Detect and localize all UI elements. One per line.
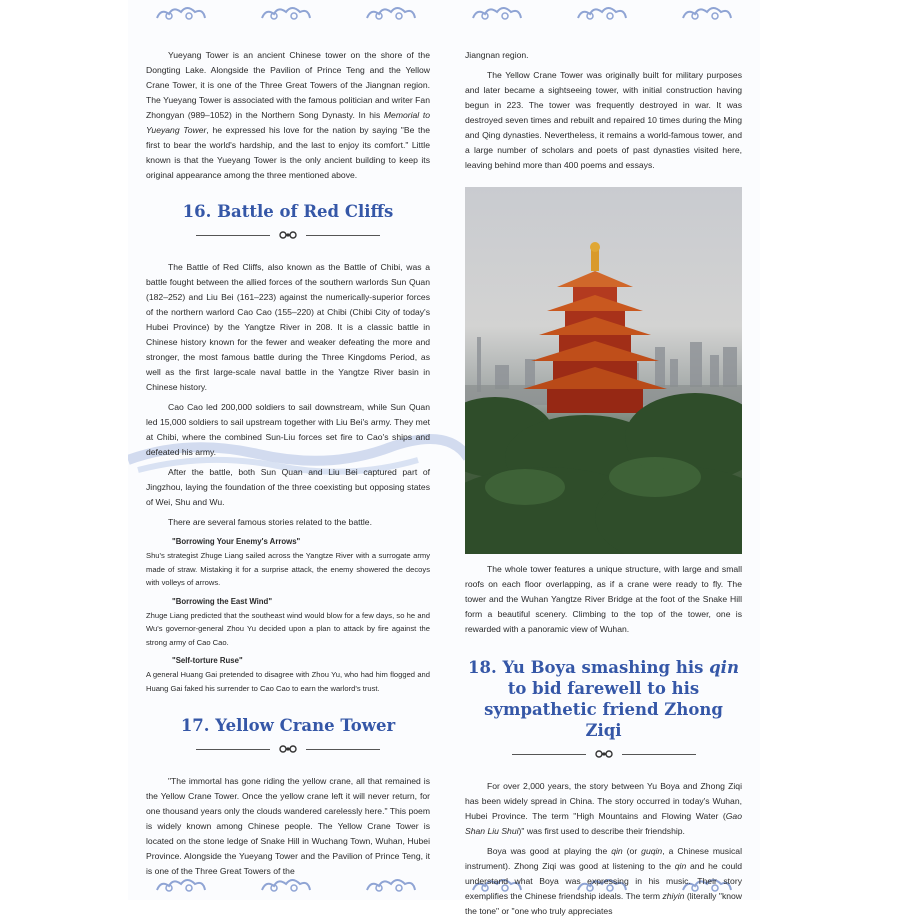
cloud-ornament-icon	[679, 4, 735, 24]
cloud-ornament-icon	[363, 876, 419, 896]
section-16-title: 16. Battle of Red Cliffs	[182, 202, 394, 221]
cloud-ornament-icon	[153, 876, 209, 896]
yellow-crane-tower-photo	[465, 187, 742, 554]
continued-paragraph: Jiangnan region.	[465, 50, 529, 60]
cloud-ornament-icon	[258, 876, 314, 896]
knot-divider-icon	[276, 230, 300, 240]
red-cliffs-paragraph-1: The Battle of Red Cliffs, also known as the Battle of Chibi, was a battle fought between the allied forces of the southern warlords Sun Quan (182–252) and Liu Bei (161–223) against the numerically-superior forces of the northern warlord Cao Cao (155–220) at Chibi (Chibi City of today's Hubei Province) by the Yangtze River in 208. It is a classic battle in Chinese history known for the fewer and weaker defeating the more and stronger, the most famous battle during the Three Kingdoms Period, as well as the first large-scale naval battle in the Yangtze River basin in Chinese history.	[146, 262, 430, 392]
section-divider	[146, 744, 430, 754]
cloud-ornament-icon	[363, 4, 419, 24]
knot-divider-icon	[276, 744, 300, 754]
yu-boya-paragraph-1: For over 2,000 years, the story between Yu Boya and Zhong Ziqi has been widely spread in China. The story occurred in today's Wuhan, Hubei Province. The term "High Mountains and Flowing Water (Gao Shan Liu Shui)" was first used to describe their friendship.	[465, 781, 742, 836]
right-column	[465, 48, 742, 919]
photo-caption: The whole tower features a unique structure, with large and small roofs on each floor overlapping, as if a crane were ready to fly. The tower and the Wuhan Yangtze River Bridge at the foot of the Snake Hill form a beautiful scenery. Climbing to the top of the tower, one is rewarded with a panoramic view of Wuhan.	[465, 564, 742, 634]
story-3-text: A general Huang Gai pretended to disagree with Zhou Yu, who had him flogged and Huang Gai faked his surrender to Cao Cao to earn the warlord's trust.	[146, 670, 430, 693]
cloud-ornament-icon	[153, 4, 209, 24]
yu-boya-paragraph-2: Boya was good at playing the qin (or guqin, a Chinese musical instrument). Zhong Ziqi was good at listening to the qin and he could understand what Boya was expressing in his music. Their story exemplifies the Chinese friendship ideals. The term zhiyin (literally "know the tone" or "one who truly appreciates	[465, 846, 743, 916]
yellow-crane-paragraph-2: The Yellow Crane Tower was originally built for military purposes and later became a sightseeing tower, with initial construction having begun in 223. The tower was frequently destroyed in war. It was destroyed seven times and rebuilt and repaired 10 times during the Ming and Qing dynasties. Nevertheless, it remains a world-famous tower, and a large number of scholars and poets of past dynasties visited here, leaving behind more than 400 poems and essays.	[465, 70, 742, 170]
story-1-title: "Borrowing Your Enemy's Arrows"	[172, 537, 301, 546]
cloud-ornament-icon	[469, 4, 525, 24]
section-divider	[146, 230, 430, 240]
section-divider	[465, 749, 742, 759]
knot-divider-icon	[592, 749, 616, 759]
red-cliffs-paragraph-3: After the battle, both Sun Quan and Liu Bei captured part of Jingzhou, laying the foundation of the three coexisting but opposing states of Wei, Shu and Wu.	[146, 467, 430, 507]
cloud-ornament-icon	[258, 4, 314, 24]
story-3-title: "Self-torture Ruse"	[172, 656, 243, 665]
red-cliffs-paragraph-2: Cao Cao led 200,000 soldiers to sail downstream, while Sun Quan led 15,000 soldiers to sail upstream together with Liu Bei's army. They met at Chibi, where the combined Sun-Liu forces set fire to Cao's ships and defeated his army.	[146, 402, 430, 457]
yueyang-paragraph: Yueyang Tower is an ancient Chinese tower on the shore of the Dongting Lake. Alongside the Pavilion of Prince Teng and the Yellow Crane Tower, it is one of the Three Great Towers of the Jiangnan region. The Yueyang Tower is associated with the famous politician and writer Fan Zhongyan (989–1052) in the Northern Song Dynasty. In his Memorial to Yueyang Tower, he expressed his love for the nation by saying "Be the first to bear the world's hardship, and the last to enjoy its comfort." Little known is that the Yueyang Tower is the only ancient building to keep its original appearance among the three mentioned above.	[146, 50, 430, 180]
section-18-title: 18. Yu Boya smashing his qin to bid farewell to his sympathetic friend Zhong Ziqi	[468, 658, 739, 740]
section-17-title: 17. Yellow Crane Tower	[180, 716, 396, 735]
story-2-text: Zhuge Liang predicted that the southeast wind would blow for a few days, so he and Wu's governor-general Zhou Yu decided upon a plan to attack by fire against the strong army of Cao Cao.	[146, 610, 430, 647]
story-1-text: Shu's strategist Zhuge Liang sailed across the Yangtze River with a surrogate army made of straw. Mistaking it for a surprise attack, the enemy showered the decoys with volleys of arrows.	[146, 551, 430, 587]
yellow-crane-paragraph-1: "The immortal has gone riding the yellow crane, all that remained is the Yellow Crane Tower. Once the yellow crane left it will never return, for one thousand years only the clouds wandered carelessly here." This poem is widely known among Chinese people. The Yellow Crane Tower is located on the stone ledge of Snake Hill in Wuchang Town, Wuhan, Hubei Province. Alongside the Yueyang Tower and the Pavilion of Prince Teng, it is one of the Three Great Towers of the	[146, 776, 430, 876]
red-cliffs-paragraph-4: There are several famous stories related to the battle.	[168, 517, 372, 527]
left-column	[146, 48, 430, 879]
top-ornament-band	[128, 0, 760, 28]
cloud-ornament-icon	[574, 4, 630, 24]
story-2-title: "Borrowing the East Wind"	[172, 596, 273, 606]
